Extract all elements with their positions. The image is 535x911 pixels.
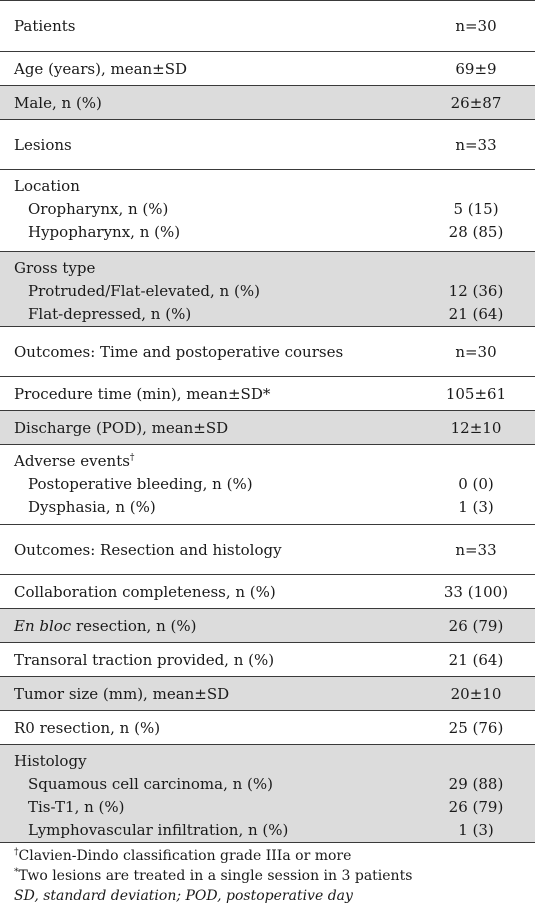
male-value: 26±87 bbox=[450, 93, 502, 112]
outcomes-resection-count: n=33 bbox=[455, 540, 497, 559]
lymphovascular-value: 1 (3) bbox=[458, 820, 494, 839]
procedure-time-label: Procedure time (min), mean±SD* bbox=[14, 384, 271, 403]
age-label: Age (years), mean±SD bbox=[14, 59, 188, 78]
dysphasia-value: 1 (3) bbox=[458, 497, 494, 516]
footnote-abbreviations: SD, standard deviation; POD, postoperative day bbox=[14, 888, 353, 904]
patients-label: Patients bbox=[14, 17, 76, 35]
oropharynx-value: 5 (15) bbox=[453, 199, 499, 218]
en-bloc-row bbox=[0, 608, 535, 642]
postop-bleeding-value: 0 (0) bbox=[458, 474, 494, 493]
dagger-mark: † bbox=[129, 452, 135, 463]
procedure-time-row bbox=[0, 376, 535, 410]
r0-row bbox=[0, 710, 535, 744]
r0-value: 25 (76) bbox=[448, 718, 504, 737]
outcomes-time-header-row bbox=[0, 326, 535, 376]
lesions-label: Lesions bbox=[14, 135, 72, 154]
age-value: 69±9 bbox=[455, 59, 497, 78]
footnote-dagger: †Clavien-Dindo classification grade IIIa or more bbox=[14, 847, 352, 864]
age-row bbox=[0, 51, 535, 85]
discharge-value: 12±10 bbox=[450, 418, 502, 437]
transoral-label: Transoral traction provided, n (%) bbox=[14, 650, 275, 669]
r0-label: R0 resection, n (%) bbox=[14, 718, 161, 737]
flat-depressed-value: 21 (64) bbox=[448, 304, 504, 323]
transoral-row bbox=[0, 642, 535, 676]
tumor-size-value: 20±10 bbox=[450, 684, 502, 703]
tis-t1-label: Tis-T1, n (%) bbox=[28, 797, 125, 816]
gross-type-group bbox=[0, 251, 535, 326]
patients-header-row bbox=[0, 0, 535, 51]
discharge-label: Discharge (POD), mean±SD bbox=[14, 418, 229, 437]
tis-t1-value: 26 (79) bbox=[448, 797, 504, 816]
footnotes bbox=[0, 842, 535, 906]
protruded-label: Protruded/Flat-elevated, n (%) bbox=[28, 281, 260, 300]
tumor-size-row bbox=[0, 676, 535, 710]
squamous-value: 29 (88) bbox=[448, 774, 504, 793]
outcomes-resection-header-row bbox=[0, 524, 535, 574]
squamous-label: Squamous cell carcinoma, n (%) bbox=[28, 774, 273, 793]
patients-count: n=30 bbox=[455, 17, 497, 35]
tumor-size-label: Tumor size (mm), mean±SD bbox=[14, 684, 230, 703]
collaboration-label: Collaboration completeness, n (%) bbox=[14, 582, 276, 601]
location-group bbox=[0, 169, 535, 251]
gross-type-label: Gross type bbox=[14, 258, 96, 277]
outcomes-time-label: Outcomes: Time and postoperative courses bbox=[14, 342, 344, 361]
flat-depressed-label: Flat-depressed, n (%) bbox=[28, 304, 192, 323]
postop-bleeding-label: Postoperative bleeding, n (%) bbox=[28, 474, 253, 493]
collaboration-row bbox=[0, 574, 535, 608]
male-label: Male, n (%) bbox=[14, 93, 102, 112]
lymphovascular-label: Lymphovascular infiltration, n (%) bbox=[28, 820, 289, 839]
adverse-events-label: Adverse events† bbox=[14, 451, 135, 470]
footnote-star: *Two lesions are treated in a single session in 3 patients bbox=[14, 867, 413, 884]
dysphasia-label: Dysphasia, n (%) bbox=[28, 497, 156, 516]
hypopharynx-label: Hypopharynx, n (%) bbox=[28, 222, 181, 241]
procedure-time-value: 105±61 bbox=[445, 384, 507, 403]
location-label: Location bbox=[14, 176, 80, 195]
en-bloc-value: 26 (79) bbox=[448, 616, 504, 635]
collaboration-value: 33 (100) bbox=[443, 582, 509, 601]
histology-group bbox=[0, 744, 535, 842]
protruded-value: 12 (36) bbox=[448, 281, 504, 300]
transoral-value: 21 (64) bbox=[448, 650, 504, 669]
histology-label: Histology bbox=[14, 751, 87, 770]
adverse-events-group bbox=[0, 444, 535, 524]
hypopharynx-value: 28 (85) bbox=[448, 222, 504, 241]
lesions-header-row bbox=[0, 119, 535, 169]
en-bloc-label: En bloc resection, n (%) bbox=[14, 616, 197, 635]
oropharynx-label: Oropharynx, n (%) bbox=[28, 199, 169, 218]
outcomes-resection-label: Outcomes: Resection and histology bbox=[14, 540, 282, 559]
discharge-row bbox=[0, 410, 535, 444]
male-row bbox=[0, 85, 535, 119]
outcomes-time-count: n=30 bbox=[455, 342, 497, 361]
lesions-count: n=33 bbox=[455, 135, 497, 154]
